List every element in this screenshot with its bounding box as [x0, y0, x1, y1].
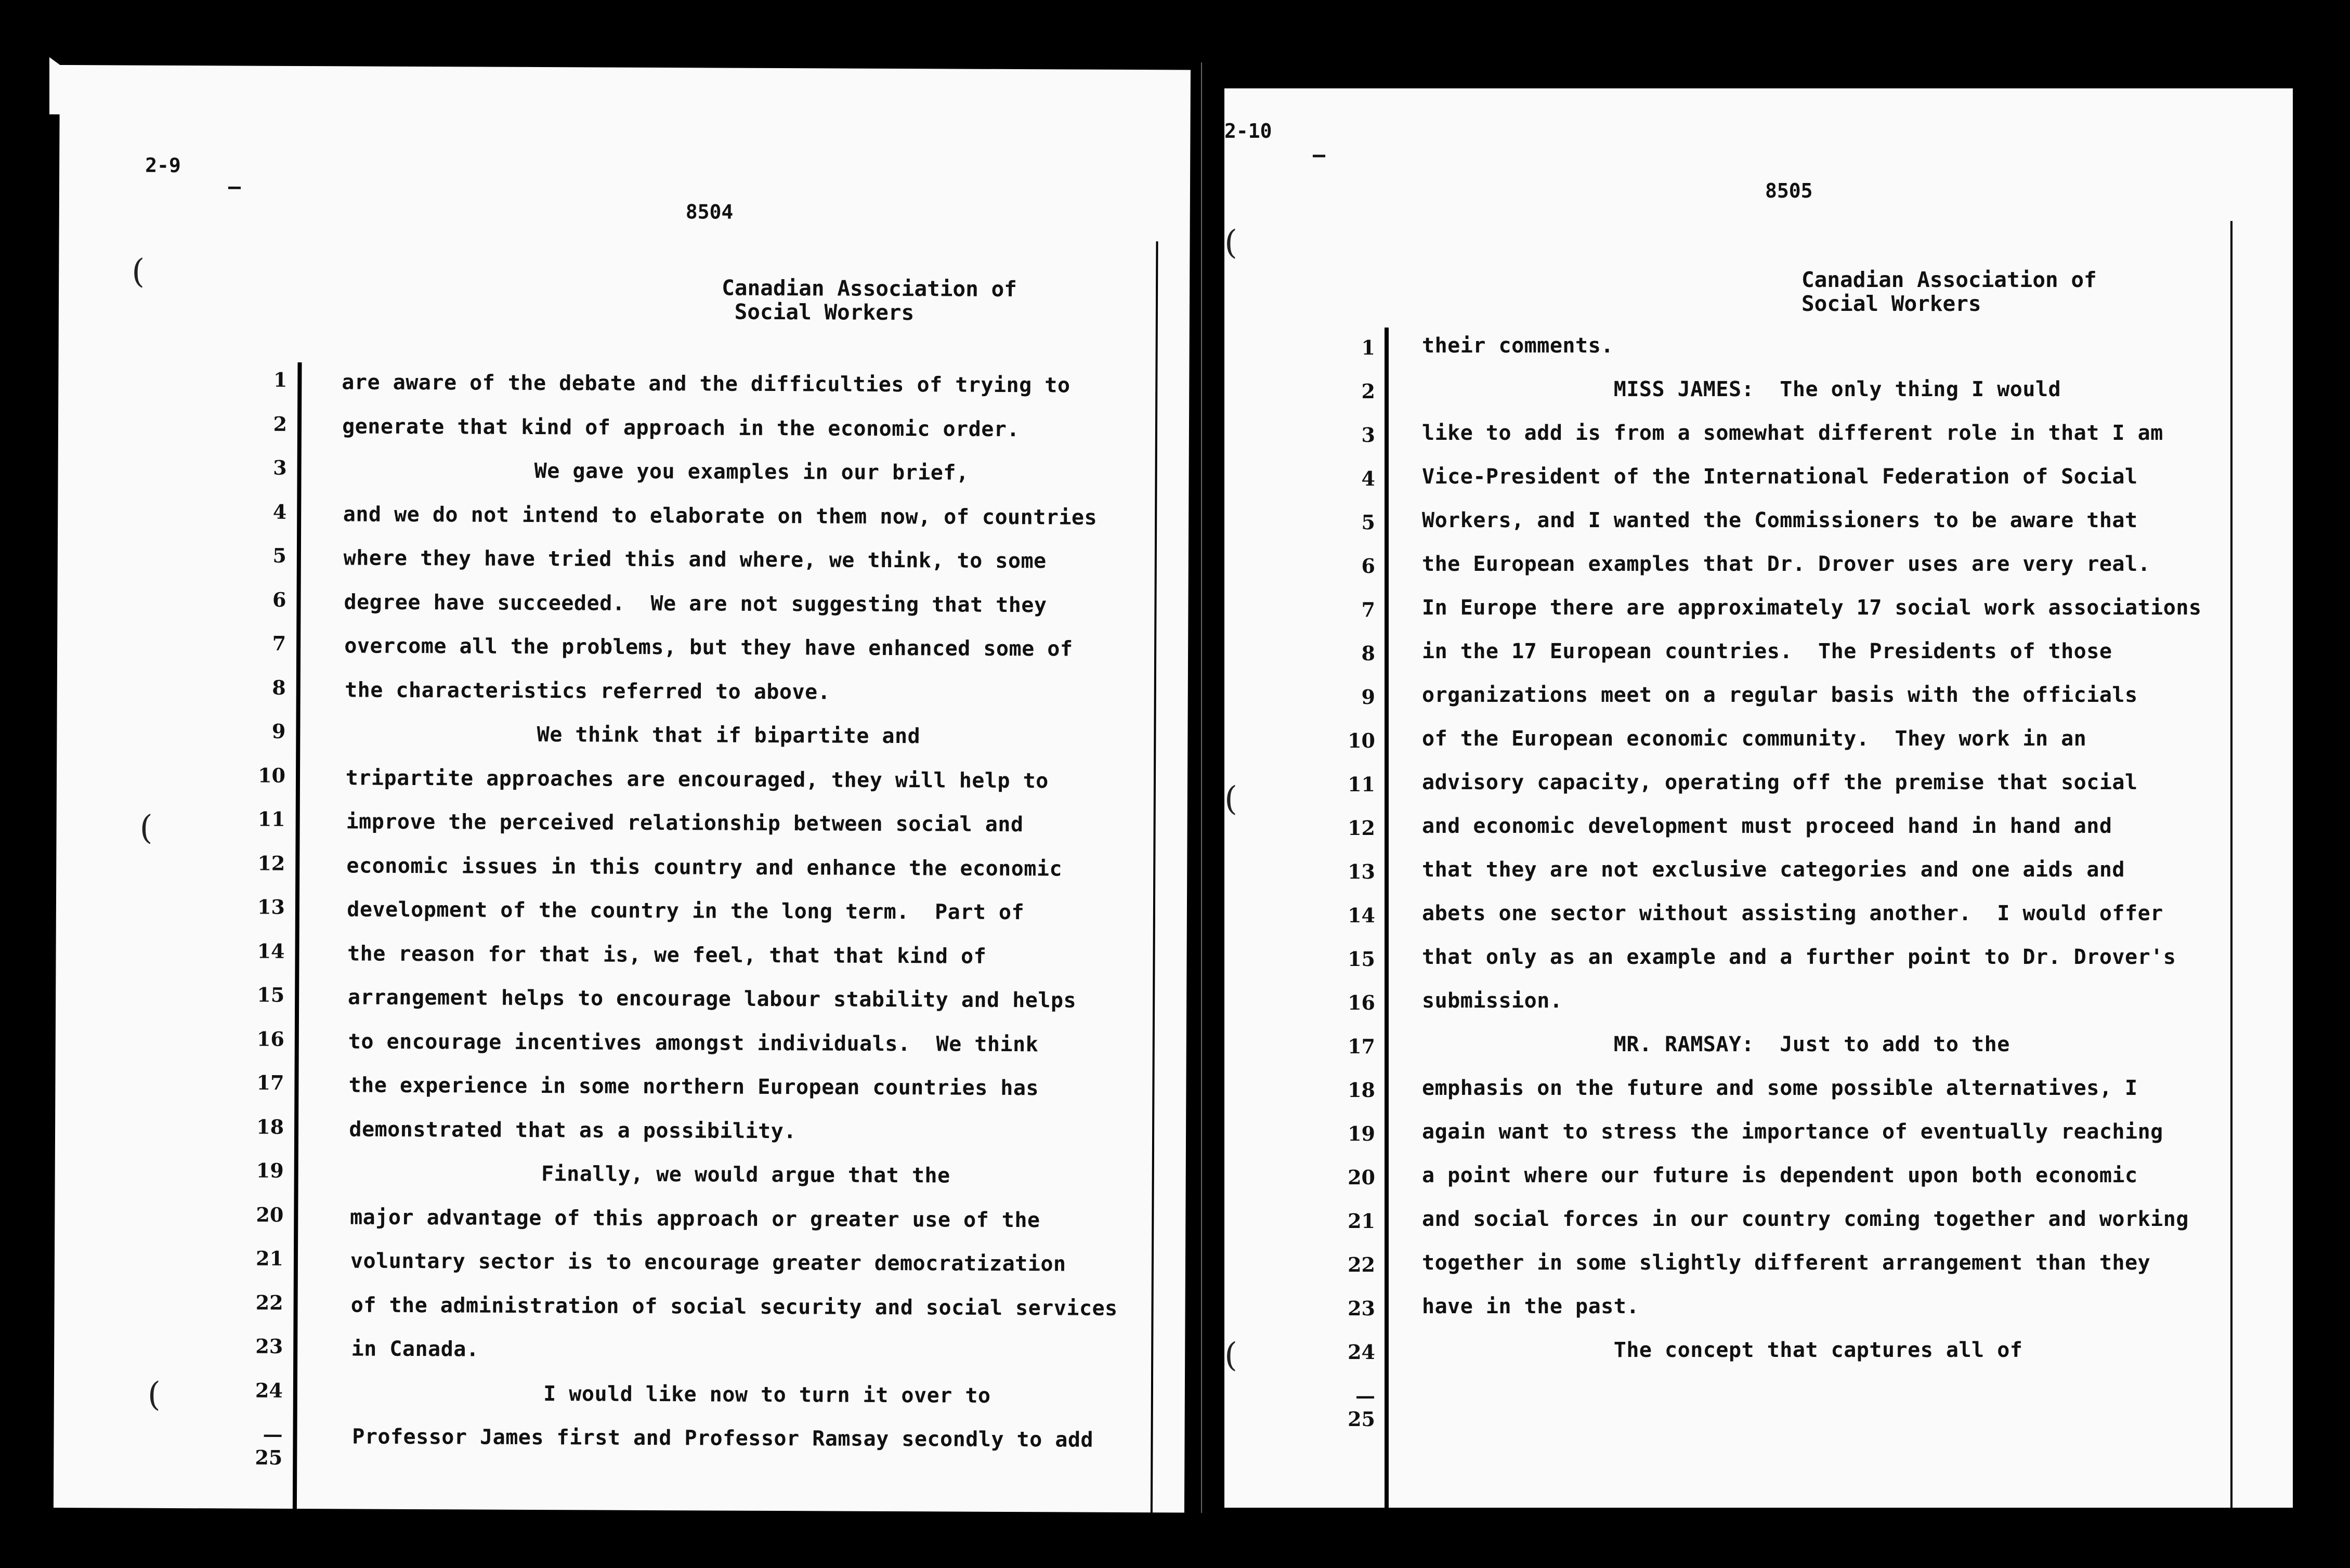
- line-number: 17: [256, 1070, 284, 1094]
- line-number: 18: [256, 1115, 284, 1139]
- line-number: 19: [1348, 1122, 1375, 1145]
- line-number: 1: [1361, 336, 1375, 359]
- transcript-line: MR. RAMSAY: Just to add to the: [1422, 1033, 2010, 1056]
- line-number: 3: [273, 455, 287, 479]
- line-number: 24: [255, 1378, 283, 1402]
- line-number: 1: [273, 368, 288, 391]
- transcript-line: have in the past.: [1422, 1295, 1639, 1318]
- line-number: 8: [1361, 642, 1375, 665]
- transcript-line: the reason for that is, we feel, that that kind of: [347, 941, 987, 969]
- transcript-line: overcome all the problems, but they have enhanced some of: [344, 634, 1073, 661]
- page-edge-line: [1201, 62, 1202, 1513]
- line-number: 11: [257, 807, 285, 831]
- transcript-line: abets one sector without assisting another. I would offer: [1422, 901, 2163, 925]
- line-number: 9: [271, 719, 286, 743]
- binding-hole-mark: (: [132, 252, 145, 291]
- transcript-line: the characteristics referred to above.: [345, 677, 831, 704]
- line-number: 23: [1348, 1297, 1375, 1320]
- line-number: 15: [1348, 947, 1375, 971]
- transcript-line: together in some slightly different arrangement than they: [1422, 1251, 2151, 1275]
- line-number: 3: [1361, 423, 1375, 447]
- line-number: 12: [257, 851, 285, 875]
- page-number: 8505: [1765, 179, 1813, 202]
- transcript-line: development of the country in the long term. Part of: [347, 897, 1025, 925]
- page-header: [1801, 268, 2097, 316]
- transcript-line: improve the perceived relationship between social and: [346, 809, 1024, 837]
- line-number: 11: [1348, 773, 1375, 796]
- line-number: 2: [1361, 380, 1375, 403]
- line-number: 20: [1348, 1166, 1375, 1189]
- page-reference: 2-10: [1224, 120, 1272, 142]
- transcript-line: voluntary sector is to encourage greater democratization: [350, 1249, 1066, 1276]
- transcript-line: In Europe there are approximately 17 social work associations: [1422, 596, 2202, 620]
- line-number: 24: [1348, 1340, 1375, 1364]
- line-number: 4: [1361, 467, 1375, 490]
- line-number: 18: [1348, 1078, 1375, 1102]
- line-number: —25: [255, 1422, 283, 1469]
- transcript-line: in Canada.: [351, 1337, 479, 1362]
- binding-hole-mark: (: [147, 1375, 161, 1414]
- line-number: 21: [1348, 1209, 1375, 1233]
- transcript-line: the European examples that Dr. Drover uses are very real.: [1422, 552, 2151, 576]
- transcript-line: emphasis on the future and some possible alternatives, I: [1422, 1076, 2138, 1100]
- line-number: 14: [1348, 904, 1375, 927]
- transcript-line: and social forces in our country coming together and working: [1422, 1207, 2189, 1231]
- transcript-line: Vice-President of the International Federation of Social: [1422, 465, 2138, 489]
- transcript-line: We think that if bipartite and: [345, 722, 921, 749]
- header-line-2: Social Workers: [734, 299, 915, 325]
- binding-hole-mark: (: [1224, 780, 1237, 818]
- line-number: 20: [256, 1203, 284, 1226]
- transcript-line: of the administration of social security and social services: [350, 1292, 1118, 1321]
- transcript-line: MISS JAMES: The only thing I would: [1422, 377, 2061, 401]
- line-number: 17: [1348, 1035, 1375, 1058]
- transcript-line: demonstrated that as a possibility.: [349, 1117, 797, 1143]
- transcript-line: Finally, we would argue that the: [349, 1161, 950, 1188]
- binding-hole-mark: (: [1224, 1336, 1237, 1375]
- line-number: 14: [257, 939, 285, 963]
- line-number: 2: [273, 412, 288, 436]
- line-number: 16: [1348, 991, 1375, 1014]
- transcript-line: major advantage of this approach or greater use of the: [350, 1205, 1040, 1232]
- line-number: 23: [255, 1334, 283, 1358]
- transcript-line: are aware of the debate and the difficulties of trying to: [342, 370, 1070, 398]
- page-number: 8504: [685, 200, 734, 224]
- line-number: 5: [1361, 511, 1375, 534]
- transcript-line: that only as an example and a further point to Dr. Drover's: [1422, 945, 2176, 969]
- header-line-1: Canadian Association of: [1801, 267, 2097, 292]
- transcript-line: where they have tried this and where, we think, to some: [343, 546, 1047, 573]
- transcript-line: a point where our future is dependent upon both economic: [1422, 1164, 2138, 1187]
- transcript-line: arrangement helps to encourage labour stability and helps: [347, 985, 1077, 1013]
- transcript-line: the experience in some northern European countries has: [348, 1073, 1039, 1101]
- transcript-line: organizations meet on a regular basis with the officials: [1422, 683, 2138, 707]
- page-reference: 2-9: [145, 153, 181, 177]
- transcript-line: tripartite approaches are encouraged, they will help to: [345, 765, 1049, 793]
- line-number: 13: [257, 895, 285, 919]
- margin-dash: –: [228, 175, 241, 199]
- transcript-line: to encourage incentives amongst individuals. We think: [348, 1029, 1039, 1056]
- line-number: 13: [1348, 860, 1375, 883]
- line-number: 22: [1348, 1253, 1375, 1276]
- transcript-line: and economic development must proceed hand in hand and: [1422, 814, 2112, 838]
- transcript-line: degree have succeeded. We are not suggesting that they: [344, 590, 1047, 617]
- line-number: 4: [272, 500, 287, 524]
- binding-hole-mark: (: [1224, 224, 1237, 262]
- line-number: 21: [256, 1246, 284, 1270]
- line-number: 5: [272, 543, 286, 567]
- left-transcript-page: [54, 65, 1191, 1512]
- right-margin-rule: [1151, 241, 1158, 1515]
- line-number: 8: [272, 675, 286, 699]
- transcript-line: Workers, and I wanted the Commissioners to be aware that: [1422, 508, 2138, 532]
- left-margin-rule: [293, 362, 302, 1511]
- transcript-line: advisory capacity, operating off the premise that social: [1422, 770, 2138, 794]
- line-number: —25: [1348, 1384, 1375, 1431]
- binding-hole-mark: (: [139, 808, 153, 847]
- transcript-line: The concept that captures all of: [1422, 1338, 2023, 1362]
- transcript-line: of the European economic community. They work in an: [1422, 727, 2087, 751]
- header-line-1: Canadian Association of: [722, 275, 1017, 302]
- transcript-line: in the 17 European countries. The Presidents of those: [1422, 639, 2112, 663]
- line-number: 22: [255, 1290, 283, 1314]
- line-number: 7: [272, 631, 286, 655]
- transcript-line: economic issues in this country and enhance the economic: [346, 853, 1063, 881]
- transcript-line: their comments.: [1422, 334, 1614, 358]
- transcript-line: submission.: [1422, 989, 1563, 1013]
- line-number: 10: [1348, 729, 1375, 752]
- header-line-2: Social Workers: [1801, 291, 1981, 316]
- line-number: 16: [256, 1027, 284, 1051]
- line-number: 6: [1361, 554, 1375, 578]
- transcript-line: I would like now to turn it over to: [351, 1380, 991, 1408]
- transcript-line: and we do not intend to elaborate on them now, of countries: [343, 502, 1098, 530]
- transcript-line: generate that kind of approach in the economic order.: [342, 414, 1020, 441]
- transcript-line: Professor James first and Professor Ramsay secondly to add: [352, 1425, 1094, 1452]
- right-transcript-page: [1224, 88, 2293, 1508]
- line-number: 6: [272, 587, 286, 611]
- transcript-line: like to add is from a somewhat different role in that I am: [1422, 421, 2163, 445]
- margin-dash: –: [1313, 143, 1326, 167]
- transcript-line: that they are not exclusive categories and one aids and: [1422, 858, 2125, 882]
- line-number: 15: [257, 983, 285, 1007]
- page-header: [722, 276, 1017, 325]
- line-number: 7: [1361, 598, 1375, 621]
- transcript-line: We gave you examples in our brief,: [342, 458, 969, 485]
- line-number: 10: [258, 763, 286, 787]
- line-number: 12: [1348, 816, 1375, 840]
- left-margin-rule: [1385, 328, 1389, 1508]
- transcript-line: again want to stress the importance of eventually reaching: [1422, 1120, 2163, 1144]
- line-number: 9: [1361, 685, 1375, 709]
- line-number: 19: [256, 1158, 284, 1182]
- right-margin-rule: [2230, 221, 2232, 1508]
